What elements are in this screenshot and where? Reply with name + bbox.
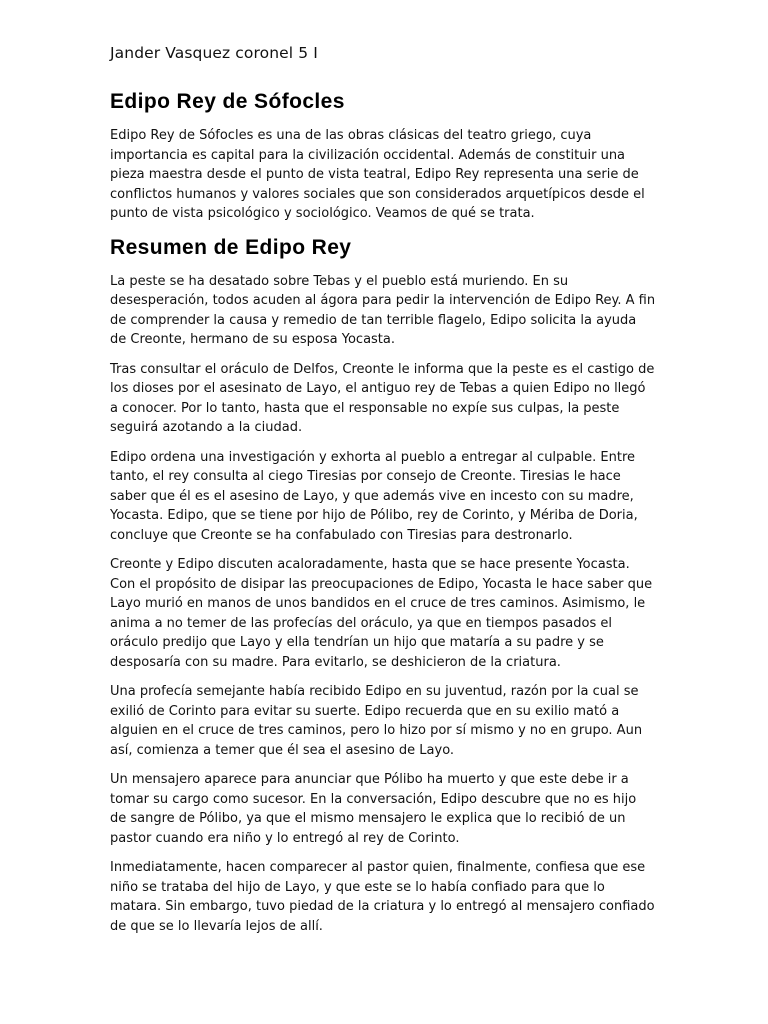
document-page <box>110 42 656 946</box>
section-heading: Resumen de Edipo Rey <box>110 235 352 259</box>
intro-paragraph: Edipo Rey de Sófocles es una de las obras clásicas del teatro griego, cuya importancia es capital para la civilización occidental. Además de constituir una pieza maestra desde el punto de vista teatral, Edipo Rey representa una serie de conflictos humanos y valores sociales que son considerados arquetípicos desde el punto de vista psicológico y sociológico. Veamos de qué se trata. <box>110 128 645 221</box>
summary-paragraph-3: Edipo ordena una investigación y exhorta al pueblo a entregar al culpable. Entre tanto, el rey consulta al ciego Tiresias por consejo de Creonte. Tiresias le hace saber que él es el asesino de Layo, y que además vive en incesto con su madre, Yocasta. Edipo, que se tiene por hijo de Pólibo, rey de Corinto, y Mériba de Doria, concluye que Creonte se ha confabulado con Tiresias para destronarlo. <box>110 449 638 543</box>
summary-paragraph-1: La peste se ha desatado sobre Tebas y el pueblo está muriendo. En su desesperación, todos acuden al ágora para pedir la intervención de Edipo Rey. A fin de comprender la causa y remedio de tan terrible flagelo, Edipo solicita la ayuda de Creonte, hermano de su esposa Yocasta. <box>110 273 656 347</box>
author-line: Jander Vasquez coronel 5 I <box>110 44 318 62</box>
document-title: Edipo Rey de Sófocles <box>110 90 345 113</box>
summary-paragraph-6: Un mensajero aparece para anunciar que Pólibo ha muerto y que este debe ir a tomar su cargo como sucesor. En la conversación, Edipo descubre que no es hijo de sangre de Pólibo, ya que el mismo mensajero le explica que lo recibió de un pastor cuando era niño y lo entregó al rey de Corinto. <box>110 772 637 846</box>
summary-paragraph-5: Una profecía semejante había recibido Edipo en su juventud, razón por la cual se exilió de Corinto para evitar su suerte. Edipo recuerda que en su exilio mató a alguien en el cruce de tres caminos, pero lo hizo por sí mismo y no en grupo. Aun así, comienza a temer que él sea el asesino de Layo. <box>110 684 643 758</box>
summary-paragraph-4: Creonte y Edipo discuten acaloradamente, hasta que se hace presente Yocasta. Con el propósito de disipar las preocupaciones de Edipo, Yocasta le hace saber que Layo murió en manos de unos bandidos en el cruce de tres caminos. Asimismo, le anima a no temer de las profecías del oráculo, ya que en tiempos pasados el oráculo predijo que Layo y ella tendrían un hijo que mataría a su padre y se desposaría con su madre. Para evitarlo, se deshicieron de la criatura. <box>110 557 653 670</box>
summary-paragraph-7: Inmediatamente, hacen comparecer al pastor quien, finalmente, confiesa que ese niño se trataba del hijo de Layo, y que este se lo había confiado para que lo matara. Sin embargo, tuvo piedad de la criatura y lo entregó al mensajero confiado de que se lo llevaría lejos de allí. <box>110 860 655 934</box>
summary-paragraph-2: Tras consultar el oráculo de Delfos, Creonte le informa que la peste es el castigo de los dioses por el asesinato de Layo, el antiguo rey de Tebas a quien Edipo no llegó a conocer. Por lo tanto, hasta que el responsable no expíe sus culpas, la peste seguirá azotando a la ciudad. <box>110 361 655 435</box>
